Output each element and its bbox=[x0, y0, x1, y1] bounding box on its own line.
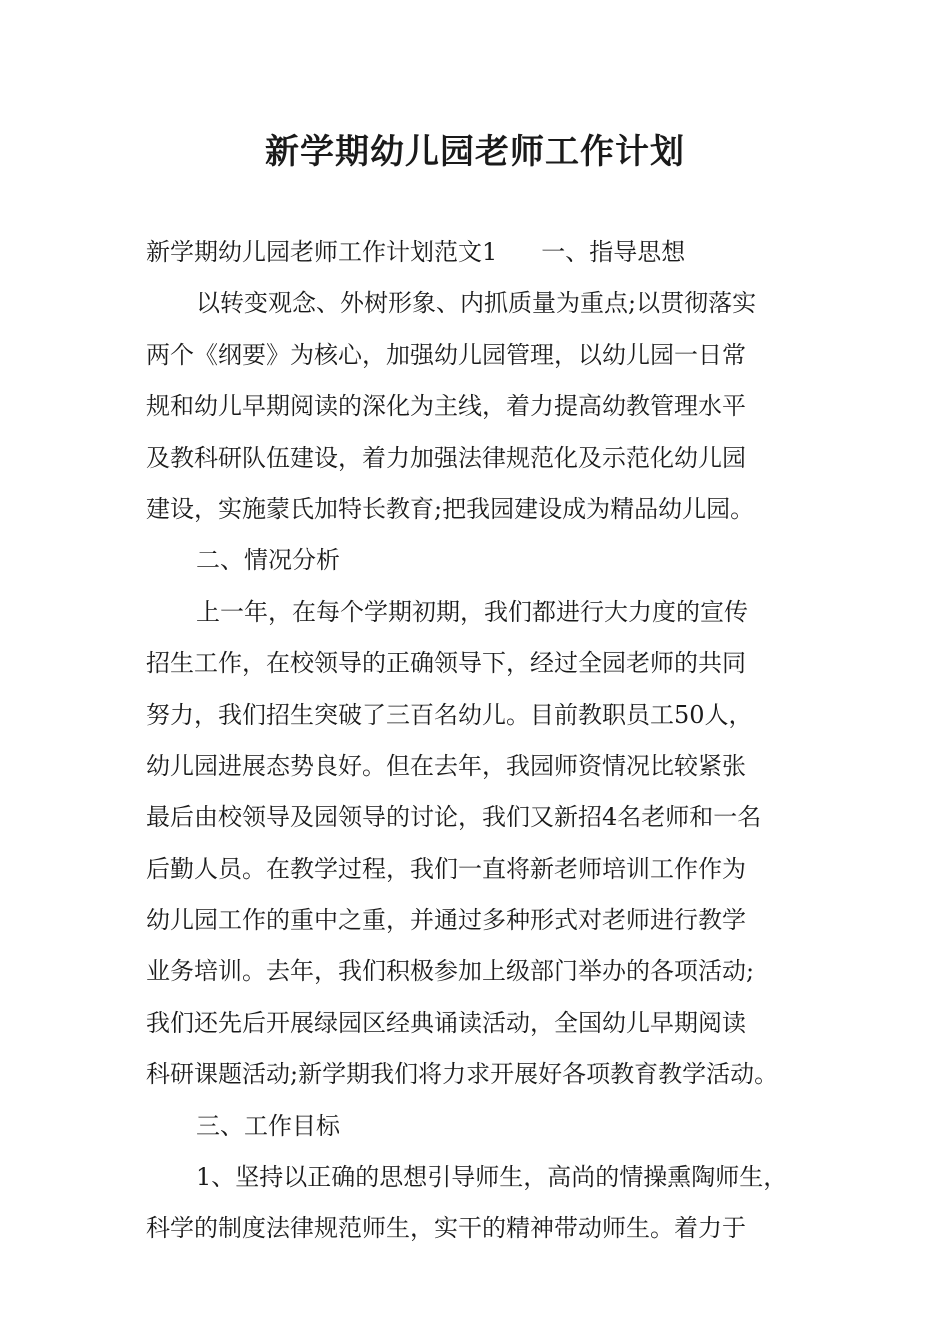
text-line: 幼儿园工作的重中之重，并通过多种形式对老师进行教学 bbox=[146, 906, 746, 935]
text-line: 及教科研队伍建设，着力加强法律规范化及示范化幼儿园 bbox=[146, 443, 746, 472]
text-line: 科学的制度法律规范师生，实干的精神带动师生。着力于 bbox=[146, 1214, 746, 1243]
text-line: 招生工作，在校领导的正确领导下，经过全园老师的共同 bbox=[146, 649, 746, 678]
line-text: 新学期幼儿园老师工作计划范文1 bbox=[146, 238, 498, 266]
text-line: 后勤人员。在教学过程，我们一直将新老师培训工作作为 bbox=[146, 854, 746, 883]
text-line: 幼儿园进展态势良好。但在去年，我园师资情况比较紧张 bbox=[146, 751, 746, 780]
text-line: 上一年，在每个学期初期，我们都进行大力度的宣传 bbox=[196, 597, 748, 626]
document-title: 新学期幼儿园老师工作计划 bbox=[265, 132, 685, 172]
text-line: 1、坚持以正确的思想引导师生，高尚的情操熏陶师生， bbox=[196, 1163, 788, 1192]
section-heading: 三、工作目标 bbox=[196, 1111, 340, 1140]
text-line: 我们还先后开展绿园区经典诵读活动，全国幼儿早期阅读 bbox=[146, 1008, 746, 1037]
text-line: 业务培训。去年，我们积极参加上级部门举办的各项活动; bbox=[146, 957, 755, 986]
text-line: 最后由校领导及园领导的讨论，我们又新招4名老师和一名 bbox=[146, 803, 762, 832]
section-heading: 二、情况分析 bbox=[196, 546, 340, 575]
text-line: 两个《纲要》为核心，加强幼儿园管理，以幼儿园一日常 bbox=[146, 340, 746, 369]
document-body bbox=[146, 227, 810, 1255]
text-line bbox=[146, 227, 810, 278]
line-continuation: 一、指导思想 bbox=[541, 238, 686, 266]
text-line: 建设，实施蒙氏加特长教育;把我园建设成为精品幼儿园。 bbox=[146, 494, 755, 523]
text-line: 科研课题活动;新学期我们将力求开展好各项教育教学活动。 bbox=[146, 1060, 779, 1089]
text-line: 规和幼儿早期阅读的深化为主线，着力提高幼教管理水平 bbox=[146, 392, 746, 421]
text-line: 努力，我们招生突破了三百名幼儿。目前教职员工50人， bbox=[146, 700, 753, 729]
text-line: 以转变观念、外树形象、内抓质量为重点;以贯彻落实 bbox=[196, 289, 757, 318]
